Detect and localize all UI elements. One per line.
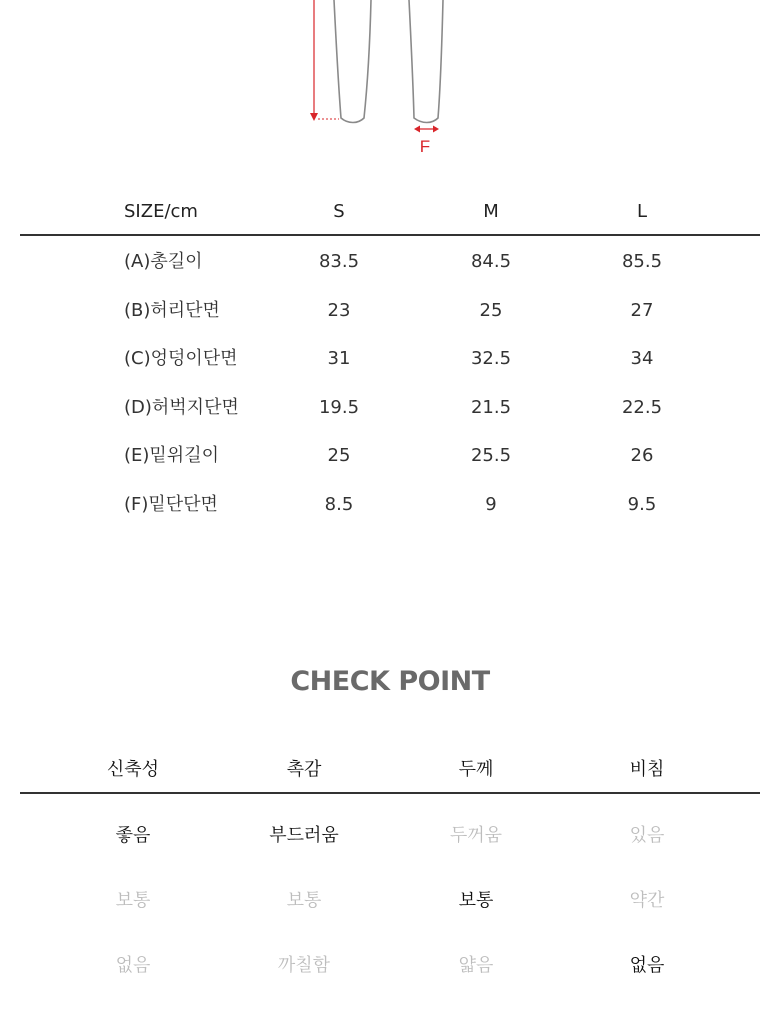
value-m: 21.5 — [470, 396, 512, 418]
option-unselected: 까칠함 — [277, 955, 331, 976]
check-point-row — [20, 924, 760, 989]
value-l: 9.5 — [627, 493, 657, 515]
value-m: 32.5 — [470, 348, 512, 369]
table-row — [20, 333, 760, 382]
measure-name: (A)총길이 — [124, 251, 203, 272]
option-unselected: 있음 — [629, 825, 665, 846]
table-row — [20, 285, 760, 334]
value-l: 85.5 — [621, 251, 663, 272]
value-l: 26 — [630, 445, 654, 466]
check-point-row — [20, 859, 760, 924]
value-m: 9 — [485, 493, 497, 515]
measure-name: (C)엉덩이단면 — [124, 348, 238, 369]
check-point-header — [20, 748, 760, 794]
value-s: 8.5 — [324, 493, 354, 515]
value-s: 25 — [327, 445, 351, 466]
value-s: 23 — [327, 299, 351, 321]
value-m: 25 — [479, 299, 503, 321]
header-thickness: 두께 — [458, 759, 494, 780]
value-m: 84.5 — [470, 251, 512, 272]
option-selected: 부드러움 — [269, 825, 339, 846]
header-stretch: 신축성 — [106, 759, 160, 780]
value-s: 31 — [327, 348, 351, 369]
option-unselected: 약간 — [629, 890, 665, 911]
value-m: 25.5 — [470, 445, 512, 466]
size-table — [20, 190, 760, 527]
option-unselected: 얇음 — [458, 955, 494, 976]
value-l: 34 — [630, 348, 654, 369]
measure-name: (E)밑위길이 — [124, 445, 219, 466]
left-leg-outline — [334, 0, 371, 123]
option-unselected: 보통 — [286, 890, 322, 911]
hem-measure-label: F — [419, 137, 431, 156]
measure-name: (F)밑단단면 — [124, 493, 218, 515]
header-texture: 촉감 — [286, 759, 322, 780]
option-unselected: 보통 — [115, 890, 151, 911]
measure-name: (D)허벅지단면 — [124, 396, 239, 418]
size-header-l: L — [636, 201, 648, 222]
option-selected: 없음 — [629, 955, 665, 976]
size-header-label: SIZE/cm — [124, 201, 198, 222]
option-unselected: 없음 — [115, 955, 151, 976]
check-point-table — [20, 748, 760, 989]
header-sheerness: 비침 — [629, 759, 665, 780]
option-selected: 좋음 — [115, 825, 151, 846]
right-leg-outline — [409, 0, 443, 123]
hem-width-arrow — [414, 126, 439, 133]
measure-name: (B)허리단면 — [124, 299, 220, 321]
option-selected: 보통 — [458, 890, 494, 911]
option-unselected: 두꺼움 — [449, 825, 503, 846]
value-l: 27 — [630, 299, 654, 321]
table-row — [20, 382, 760, 431]
size-table-header — [20, 190, 760, 236]
check-point-row — [20, 794, 760, 859]
value-s: 19.5 — [318, 396, 360, 418]
table-row — [20, 236, 760, 285]
check-point-title: CHECK POINT — [290, 666, 490, 697]
size-header-m: M — [483, 201, 499, 222]
value-s: 83.5 — [318, 251, 360, 272]
table-row — [20, 479, 760, 528]
table-row — [20, 430, 760, 479]
size-header-s: S — [333, 201, 345, 222]
value-l: 22.5 — [621, 396, 663, 418]
pants-illustration — [0, 0, 780, 160]
